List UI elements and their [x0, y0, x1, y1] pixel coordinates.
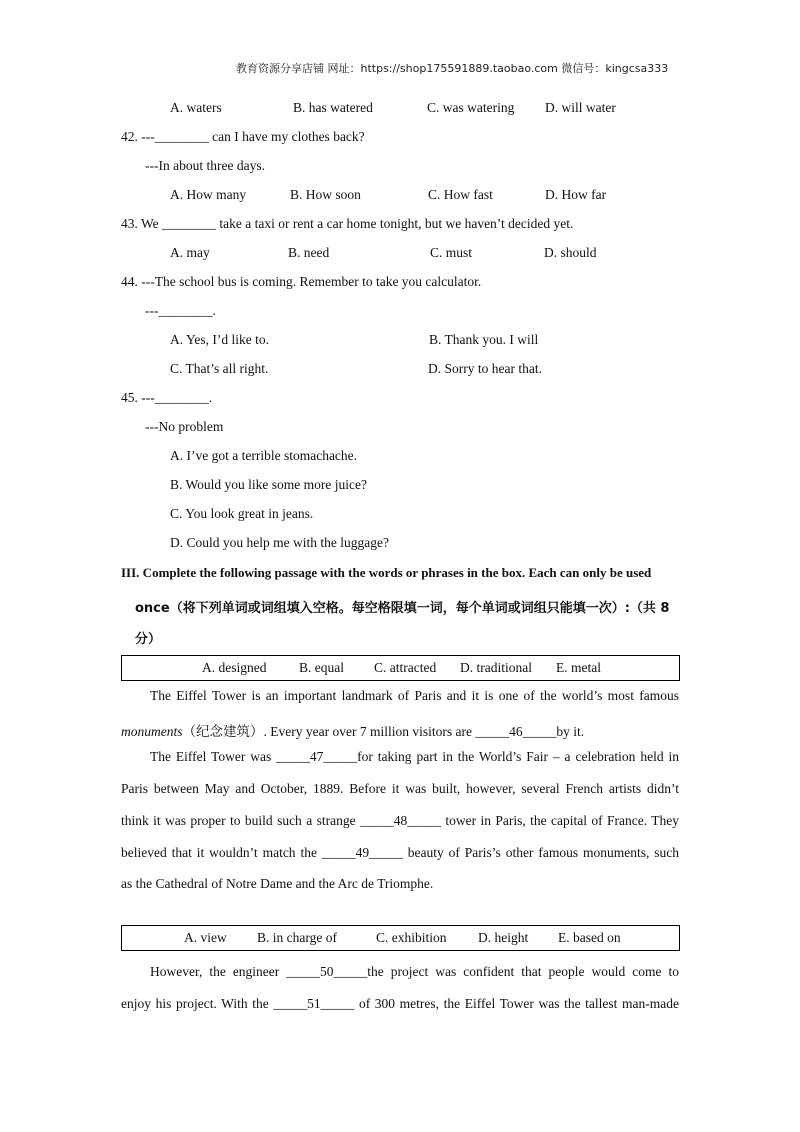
q45-option-c: C. You look great in jeans. [170, 506, 314, 521]
passage1-p2-line5: as the Cathedral of Notre Dame and the Arc de Triomphe. [121, 876, 434, 891]
box2-word-c: C. exhibition [376, 930, 447, 945]
q43-option-d: D. should [544, 245, 597, 260]
passage1-p2-line1: The Eiffel Tower was _____47_____for taking part in the World’s Fair – a celebration held in [150, 749, 679, 764]
passage1-p1-line1: The Eiffel Tower is an important landmark of Paris and it is one of the world’s most famous [150, 688, 679, 703]
passage2-line1: However, the engineer _____50_____the project was confident that people would come to [150, 964, 679, 979]
passage1-p2-line3: think it was proper to build such a strange _____48_____ tower in Paris, the capital of France. They [121, 813, 679, 828]
section3-instruction-line3: 分） [135, 632, 162, 647]
page-header: 教育资源分享店铺 网址：https://shop175591889.taobao.com 微信号：kingcsa333 [236, 62, 669, 75]
passage1-p1-line2 [121, 720, 584, 740]
q43-option-b: B. need [288, 245, 330, 260]
word-box-1 [121, 655, 680, 681]
section3-instruction-line2: once（将下列单词或词组填入空格。每空格限填一词，每个单词或词组只能填一次）:（共 8 [135, 601, 670, 616]
q41-option-d: D. will water [545, 100, 616, 115]
passage1-p2-line2: Paris between May and October, 1889. Before it was built, however, several French artists didn’t [121, 781, 679, 796]
passage1-p2-line4: believed that it wouldn’t match the _____49_____ beauty of Paris’s other famous monuments, such [121, 845, 679, 860]
q43-option-c: C. must [430, 245, 473, 260]
box1-word-a: A. designed [202, 660, 267, 675]
q44-option-c: C. That’s all right. [170, 361, 269, 376]
q45-reply: ---No problem [145, 419, 224, 434]
box1-word-c: C. attracted [374, 660, 437, 675]
q45-option-a: A. I’ve got a terrible stomachache. [170, 448, 358, 463]
q44-option-b: B. Thank you. I will [429, 332, 539, 347]
q42-option-b: B. How soon [290, 187, 361, 202]
q43-question: 43. We ________ take a taxi or rent a car home tonight, but we haven’t decided yet. [121, 216, 574, 231]
q41-option-c: C. was watering [427, 100, 515, 115]
q42-option-d: D. How far [545, 187, 607, 202]
monuments-term: monuments [121, 724, 183, 739]
q44-option-a: A. Yes, I’d like to. [170, 332, 270, 347]
q45-option-d: D. Could you help me with the luggage? [170, 535, 389, 550]
box1-word-d: D. traditional [460, 660, 532, 675]
box1-word-b: B. equal [299, 660, 344, 675]
q44-reply: ---________. [145, 303, 216, 318]
passage1-p1-line2-rest: （纪念建筑）. Every year over 7 million visitors are _____46_____by it. [182, 724, 585, 739]
passage2-line2: enjoy his project. With the _____51_____ of 300 metres, the Eiffel Tower was the tallest man-made [121, 996, 679, 1011]
box1-word-e: E. metal [556, 660, 601, 675]
q42-question: 42. ---________ can I have my clothes back? [121, 129, 365, 144]
box2-word-d: D. height [478, 930, 529, 945]
q41-option-a: A. waters [170, 100, 222, 115]
q42-option-c: C. How fast [428, 187, 493, 202]
box2-word-b: B. in charge of [257, 930, 337, 945]
q45-option-b: B. Would you like some more juice? [170, 477, 368, 492]
box2-word-a: A. view [184, 930, 227, 945]
q44-question: 44. ---The school bus is coming. Remember to take you calculator. [121, 274, 482, 289]
q43-option-a: A. may [170, 245, 210, 260]
q44-option-d: D. Sorry to hear that. [428, 361, 542, 376]
word-box-2 [121, 925, 680, 951]
q42-reply: ---In about three days. [145, 158, 265, 173]
box2-word-e: E. based on [558, 930, 621, 945]
q41-option-b: B. has watered [293, 100, 373, 115]
q42-option-a: A. How many [170, 187, 247, 202]
section3-instruction-line1: III. Complete the following passage with the words or phrases in the box. Each can only be used [121, 565, 652, 580]
q45-question: 45. ---________. [121, 390, 213, 405]
